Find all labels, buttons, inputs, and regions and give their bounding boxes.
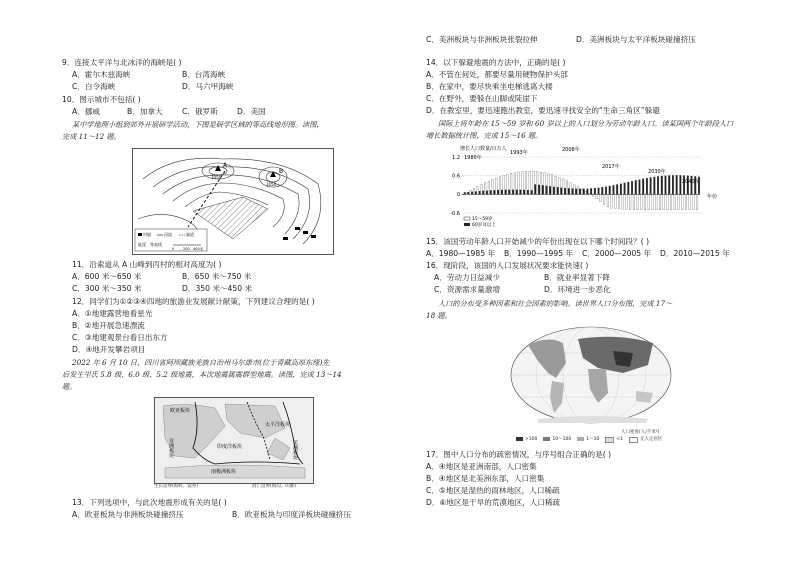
chart-bar-60plus	[512, 190, 514, 195]
legend-under1: <1	[616, 437, 623, 442]
chart-bar-15-59	[514, 173, 516, 195]
chart-bar-15-59	[555, 176, 557, 194]
q16-option-a: A．劳动力日益减少	[434, 273, 500, 282]
q11-option-a: A．600 米～650 米	[72, 272, 142, 281]
chart-bar-60plus	[516, 190, 518, 195]
q11-options-row2	[72, 284, 252, 294]
contour-label-a: A	[223, 162, 228, 169]
q16-options-row2	[434, 285, 611, 295]
chart-bar-60plus	[590, 188, 592, 194]
chart-bar-60plus	[650, 177, 652, 194]
chart-bar-60plus	[505, 190, 507, 194]
chart-bar-60plus	[538, 185, 540, 194]
plate-label-african: 非洲板块	[168, 438, 174, 458]
chart-bar-60plus	[468, 192, 470, 194]
chart-bar-60plus	[627, 182, 629, 194]
chart-bar-60plus	[482, 191, 484, 194]
q9-stem: 9．连接太平洋与北冰洋的海峡是( )	[62, 58, 182, 67]
chart-bar-60plus	[680, 175, 682, 194]
chart-ytick-label: 0.6	[452, 173, 460, 180]
q11-option-d: D．350 米～450 米	[182, 284, 253, 293]
legend-over100: >100	[525, 437, 538, 442]
chart-bar-15-59	[492, 179, 494, 194]
q11-option-c: C．300 米～350 米	[72, 284, 142, 293]
q10-option-b: B．加拿大	[127, 107, 163, 116]
q16-option-d: D．环境进一步恶化	[544, 285, 611, 294]
chart-annotation: 1993年	[510, 150, 528, 156]
q11-stem: 11．沿索道从 A 山峰到丙村的相对高度为( )	[72, 260, 222, 269]
chart-annotation: 2040年	[682, 179, 700, 185]
chart-bar-60plus	[471, 192, 473, 195]
q16-options-row1	[434, 273, 610, 283]
chart-bar-60plus	[523, 190, 525, 194]
chart-bar-15-59	[689, 194, 691, 210]
chart-bar-60plus	[613, 185, 615, 194]
q12-option-b: B．②地开展急速漂流	[72, 321, 145, 330]
chart-bar-60plus	[568, 188, 570, 194]
chart-annotation: 2017年	[602, 164, 620, 170]
chart-bar-15-59	[462, 194, 464, 195]
q9-options-row2	[72, 82, 233, 92]
chart-bar-15-59	[525, 171, 527, 194]
legend-swatch-over100	[516, 437, 523, 441]
q12-stem: 12．同学们为①②③④四地的旅游业发展献计献策，下列建议合理的是( )	[72, 297, 315, 306]
chart-bar-60plus	[635, 180, 637, 194]
q15-option-a: A．1980—1985 年	[426, 249, 496, 258]
chart-bar-60plus	[542, 185, 544, 194]
chart-bar-60plus	[490, 190, 492, 194]
q16-option-c: C．资源需求量激增	[434, 285, 501, 294]
intro-17-18-line1: 人口的分布受多种因素和社会因素的影响。读世界人口分布图，完成 17～	[438, 299, 673, 308]
chart-bar-60plus	[676, 175, 678, 194]
chart-bar-15-59	[551, 175, 553, 195]
chart-bar-15-59	[600, 194, 602, 201]
legend-10-100: 10～100	[552, 437, 572, 442]
chart-bar-15-59	[663, 194, 665, 210]
legend-contour: 等高线	[150, 242, 162, 247]
chart-bar-60plus	[642, 179, 644, 194]
chart-bar-15-59	[641, 194, 643, 210]
chart-bar-15-59	[533, 171, 535, 194]
plate-label-antarctic: 南极洲板块	[211, 469, 237, 475]
q9-option-a: A．霍尔木兹海峡	[72, 70, 131, 79]
chart-annotation: 2008年	[562, 147, 580, 153]
chart-xlabel: 年份	[707, 194, 718, 200]
chart-bar-15-59	[685, 194, 687, 210]
q10-option-a: A．挪威	[72, 107, 100, 116]
legend-river: 河流	[164, 232, 172, 237]
contour-elev-1: 1050	[211, 175, 222, 180]
chart-bar-15-59	[693, 194, 695, 210]
q13-option-a: A．欧亚板块与非洲板块碰撞挤压	[72, 510, 184, 519]
chart-bar-60plus	[672, 175, 674, 194]
chart-ylabel: 增长人口数量/百万人	[460, 146, 507, 152]
legend-swatch-60plus	[464, 223, 470, 226]
q15-option-b: B．1990—1995 年	[504, 249, 574, 258]
chart-bar-60plus	[579, 189, 581, 195]
chart-bar-60plus	[583, 189, 585, 195]
chart-ytick-label: 0	[456, 192, 460, 199]
chart-bar-15-59	[570, 183, 572, 195]
chart-bar-60plus	[639, 180, 641, 195]
q17-option-d: D．⑥地区是干旱的荒漠地区，人口稀疏	[426, 498, 561, 507]
q13-option-d: D．美洲板块与太平洋板块碰撞挤压	[576, 35, 696, 44]
chart-bar-60plus	[609, 186, 611, 194]
q11-options-row1	[72, 272, 251, 282]
q12-option-a: A．①地建露营地看星光	[72, 309, 153, 318]
intro-13-14-line2: 后发生里氏 5.8 级、6.0 级、5.2 级地震，本次地震属震群型地震。读图，完成 13～14	[62, 370, 342, 379]
chart-bar-60plus	[508, 190, 510, 195]
chart-bar-60plus	[572, 189, 574, 195]
chart-bar-15-59	[544, 173, 546, 194]
chart-bar-15-59	[588, 194, 590, 195]
contour-map	[132, 148, 334, 255]
chart-bar-15-59	[629, 194, 631, 210]
chart-bar-15-59	[678, 194, 680, 210]
chart-bar-15-59	[503, 175, 505, 194]
chart-bar-15-59	[562, 179, 564, 194]
chart-bar-60plus	[494, 190, 496, 194]
chart-bar-60plus	[535, 184, 537, 194]
legend-cliff: 陡崖	[138, 242, 146, 247]
q17-option-c: C．⑤地区是湿热的雨林地区，人口稀疏	[426, 486, 560, 495]
chart-bar-15-59	[518, 172, 520, 194]
chart-bar-15-59	[536, 172, 538, 195]
plate-map	[154, 397, 314, 484]
q10-option-d: D．美国	[237, 107, 266, 116]
legend-scale-400: 400米	[193, 247, 204, 251]
q17-stem: 17．图中人口分布的疏密情况，与序号组合正确的是( )	[426, 450, 612, 459]
legend-scale-200: 200	[183, 247, 190, 251]
q14-option-c: C．在野外，要躲在山脚或陡崖下	[426, 94, 538, 103]
chart-bar-15-59	[473, 188, 475, 194]
chart-bar-15-59	[592, 194, 594, 196]
chart-bar-15-59	[637, 194, 639, 210]
chart-annotation: 2030年	[648, 169, 666, 175]
chart-bar-60plus	[624, 183, 626, 194]
chart-bar-15-59	[644, 194, 646, 210]
chart-bar-15-59	[566, 181, 568, 195]
legend-1-10: 1～10	[586, 437, 600, 442]
chart-bar-60plus	[553, 187, 555, 194]
chart-bar-60plus	[646, 178, 648, 194]
chart-bar-60plus	[587, 189, 589, 195]
chart-bar-15-59	[522, 172, 524, 195]
q13-option-b: B．欧亚板块与印度洋板块碰撞挤压	[232, 510, 352, 519]
chart-bar-15-59	[495, 178, 497, 194]
legend-swatch-1-10	[577, 437, 584, 441]
plate-legend-right: 消亡边界(海沟、山脉)	[252, 484, 297, 489]
q15-stem: 15．该国劳动年龄人口开始减少的年份出现在以下哪个时间段？( )	[426, 237, 650, 246]
chart-bar-15-59	[622, 194, 624, 209]
chart-bar-60plus	[531, 190, 533, 194]
q15-options	[426, 249, 730, 259]
q10-option-c: C．俄罗斯	[182, 107, 218, 116]
q13-options-row1	[72, 510, 351, 520]
chart-bar-15-59	[548, 174, 550, 195]
chart-bar-15-59	[618, 194, 620, 209]
q9-option-d: D．马六甲海峡	[182, 82, 234, 91]
q13-option-c: C．美洲板块与非洲板块张裂拉伸	[426, 35, 538, 44]
chart-bar-15-59	[484, 183, 486, 195]
chart-annotation: 1980年	[464, 155, 482, 161]
chart-bar-60plus	[654, 177, 656, 194]
chart-bar-15-59	[696, 194, 698, 210]
q9-options-row1	[72, 70, 225, 80]
legend-village: 村镇	[143, 232, 151, 237]
q9-option-b: B．台湾海峡	[182, 70, 226, 79]
chart-bar-60plus	[464, 192, 466, 194]
chart-bar-60plus	[501, 190, 503, 194]
chart-bar-60plus	[598, 188, 600, 195]
plate-map-svg	[155, 398, 313, 483]
contour-map-svg	[133, 149, 333, 254]
chart-bar-15-59	[607, 194, 609, 207]
chart-bar-60plus	[557, 187, 559, 194]
legend-swatch-under1	[605, 437, 614, 443]
q14-option-b: B．在家中，要尽快乘坐电梯逃离大楼	[426, 82, 553, 91]
chart-bar-15-59	[652, 194, 654, 210]
population-chart	[430, 143, 730, 231]
chart-bar-60plus	[616, 185, 618, 195]
population-chart-svg	[430, 143, 730, 231]
chart-bar-60plus	[594, 188, 596, 194]
intro-15-16-line2: 增长数据统计图，完成 15～16 题。	[426, 131, 543, 140]
intro-17-18-line2: 18 题。	[426, 311, 452, 320]
legend-uninhabited: 无人定居区	[639, 437, 663, 442]
world-population-map	[508, 323, 674, 441]
chart-bar-15-59	[633, 194, 635, 210]
chart-bar-60plus	[661, 176, 663, 194]
intro-13-14-line1: 2022 年 6 月 10 日，四川省阿坝藏族羌族自治州马尔康市(位于青藏高原东缘)先	[72, 358, 330, 367]
q13-options-row2	[426, 35, 696, 45]
chart-bar-15-59	[488, 181, 490, 194]
chart-bar-15-59	[585, 191, 587, 194]
chart-legend-60plus: 60岁及以上	[472, 223, 496, 228]
chart-bar-15-59	[611, 194, 613, 208]
chart-bar-15-59	[667, 194, 669, 210]
chart-bar-60plus	[575, 189, 577, 195]
chart-bar-60plus	[665, 176, 667, 195]
chart-bar-15-59	[577, 187, 579, 195]
chart-bar-60plus	[564, 188, 566, 194]
q15-option-d: D．2010—2015 年	[660, 249, 730, 258]
chart-bar-15-59	[655, 194, 657, 210]
chart-bar-15-59	[681, 194, 683, 210]
q9-option-c: C．白令海峡	[72, 82, 116, 91]
chart-bar-15-59	[466, 192, 468, 194]
contour-elev-2: 1050	[266, 182, 277, 187]
chart-bar-60plus	[631, 181, 633, 194]
chart-bar-60plus	[549, 186, 551, 194]
intro-11-12-line1: 某中学地理小组到郊外开展研学活动，下图是研学区域的等高线地形图。读图，	[72, 120, 324, 129]
chart-bar-60plus	[497, 190, 499, 194]
chart-bar-15-59	[626, 194, 628, 209]
world-map-legend-title: 人口密度(人/千米²)	[621, 430, 660, 435]
world-map-svg	[508, 323, 674, 441]
chart-bar-60plus	[486, 191, 488, 195]
chart-bar-15-59	[477, 186, 479, 194]
legend-scale-0: 0	[172, 247, 175, 251]
chart-bar-15-59	[603, 194, 605, 204]
intro-15-16-line1: 国际上将年龄在 15～59 岁和 60 岁以上的人口划分为劳动年龄人口。读某国两个年龄段人口	[438, 119, 734, 128]
q10-stem: 10．图示城市不包括( )	[62, 95, 141, 104]
chart-bar-15-59	[529, 171, 531, 194]
chart-bar-15-59	[614, 194, 616, 208]
chart-ytick-label: -0.6	[450, 210, 460, 217]
chart-ytick-label: 1.2	[452, 154, 460, 161]
q14-option-a: A．不管在何处，都要尽量用硬物保护头部	[426, 70, 568, 79]
chart-bar-60plus	[668, 175, 670, 194]
q12-option-c: C．③地建观景台看日出东方	[72, 333, 168, 342]
chart-bar-15-59	[559, 177, 561, 194]
chart-bar-60plus	[620, 184, 622, 195]
q17-option-a: A．④地区是亚洲南部，人口密集	[426, 462, 537, 471]
chart-bar-60plus	[605, 187, 607, 195]
chart-bar-60plus	[520, 190, 522, 194]
plate-legend-left: 生长边界(海岭、裂谷)	[154, 484, 199, 489]
intro-11-12-line2: 完成 11～12 题。	[62, 132, 121, 141]
q10-options	[72, 107, 266, 117]
chart-bar-60plus	[657, 176, 659, 194]
legend-swatch-15-59	[464, 217, 470, 220]
q15-option-c: C．2000—2005 年	[582, 249, 652, 258]
plate-label-pacific: 太平洋板块	[265, 422, 291, 428]
chart-bar-15-59	[469, 190, 471, 194]
chart-bar-15-59	[499, 177, 501, 195]
q13-stem: 13．下列选项中，与此次地震形成有关的是( )	[72, 498, 227, 507]
chart-bar-60plus	[601, 187, 603, 194]
plate-label-eurasian: 欧亚板块	[170, 408, 191, 414]
q17-option-b: B．④地区是北美洲东部，人口密集	[426, 474, 545, 483]
q14-stem: 14．以下躲避地震的方法中，正确的是( )	[426, 58, 566, 67]
chart-bar-15-59	[574, 185, 576, 195]
chart-bar-60plus	[527, 190, 529, 194]
chart-bar-15-59	[674, 194, 676, 210]
chart-bar-15-59	[648, 194, 650, 210]
world-map-legend	[516, 437, 662, 443]
q16-stem: 16．现阶段，该国的人口发展状况要求能快速( )	[426, 261, 589, 270]
plate-label-american: 美洲板块	[292, 440, 298, 460]
chart-bar-15-59	[596, 194, 598, 199]
chart-bar-15-59	[481, 185, 483, 195]
chart-legend-15-59: 15～59岁	[472, 217, 493, 222]
chart-bar-15-59	[540, 172, 542, 194]
intro-13-14-line3: 题。	[62, 382, 77, 391]
q16-option-b: B．就业率显著下降	[544, 273, 610, 282]
legend-cableway: 索道	[186, 232, 194, 237]
chart-bar-60plus	[475, 191, 477, 194]
contour-label-b: B	[279, 168, 284, 175]
legend-swatch-10-100	[543, 437, 550, 441]
chart-bar-60plus	[561, 188, 563, 195]
chart-bar-60plus	[546, 186, 548, 194]
chart-bar-15-59	[507, 174, 509, 194]
plate-label-indian: 印度洋板块	[217, 444, 243, 450]
chart-bar-15-59	[670, 194, 672, 210]
q11-option-b: B．650 米～750 米	[182, 272, 252, 281]
q12-option-d: D．④地开发攀岩项目	[72, 345, 146, 354]
chart-bar-15-59	[581, 189, 583, 194]
chart-bar-15-59	[510, 173, 512, 194]
legend-swatch-uninhabited	[629, 437, 638, 443]
chart-bar-60plus	[479, 191, 481, 194]
q14-option-d: D．在教室里，要迅速跑出教室，要迅速寻找安全的“生命三角区”躲避	[426, 106, 660, 115]
chart-bar-15-59	[659, 194, 661, 210]
